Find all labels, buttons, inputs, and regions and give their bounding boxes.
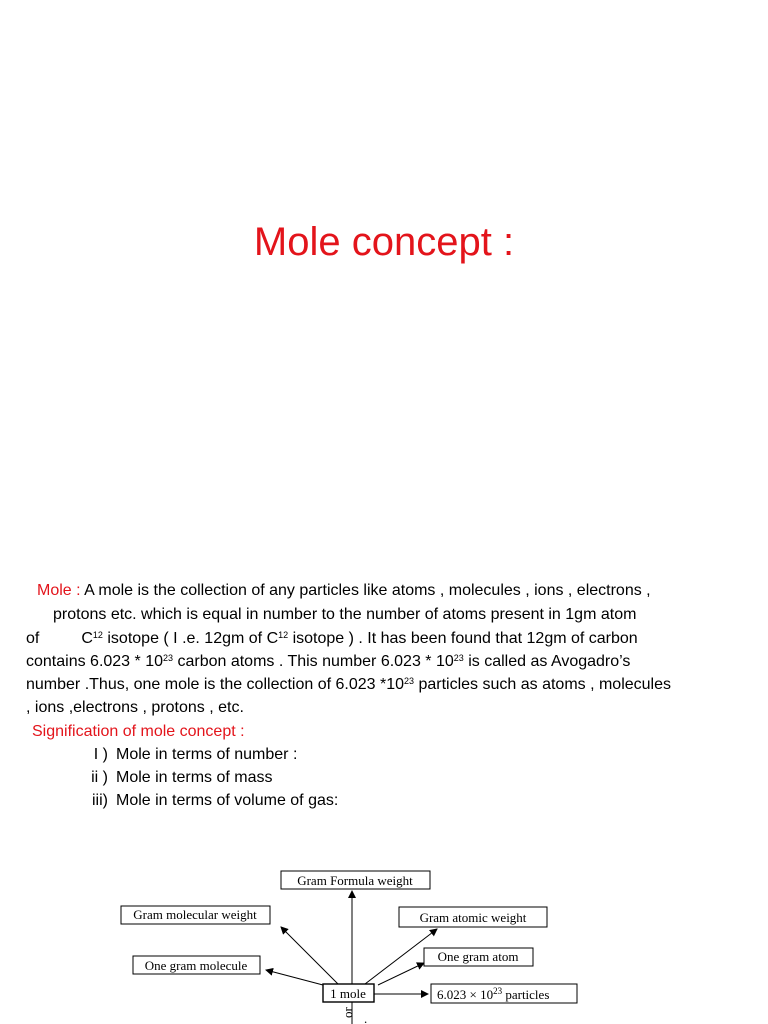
definition-text-5b: particles such as atoms , molecules [414, 676, 672, 693]
definition-line-6: , ions ,electrons , protons , etc. [26, 699, 244, 716]
point-2-text: Mole in terms of mass [116, 769, 273, 786]
mole-diagram [0, 860, 768, 1024]
label-particles: $6.023 \times 10^{23}$ particles [437, 986, 550, 1002]
arrow-to-gram-molecular-weight [281, 927, 338, 984]
exponent-superscript-3: 23 [404, 676, 415, 686]
exponent-superscript: 23 [163, 653, 174, 663]
box-gram-formula-weight [281, 871, 430, 889]
slide-title: Mole concept : [253, 220, 515, 264]
point-3-text: Mole in terms of volume of gas: [116, 792, 339, 809]
exponent-superscript-2: 23 [453, 653, 464, 663]
label-one-gram-atom: One gram atom [437, 949, 519, 964]
definition-line-2: protons etc. which is equal in number to the number of atoms present in 1gm atom [53, 606, 637, 623]
cut-off-label-right: . [364, 1011, 368, 1024]
definition-line-3 [26, 627, 638, 650]
box-particles [431, 984, 577, 1003]
arrow-to-one-gram-molecule [266, 970, 323, 985]
cut-off-label-left: or [340, 1007, 355, 1018]
definition-text-4c: is called as Avogadro’s [463, 653, 631, 670]
definition-line-4 [26, 650, 630, 673]
label-gram-formula-weight: Gram Formula weight [297, 873, 413, 888]
arrow-to-one-gram-atom [378, 963, 424, 985]
box-gram-atomic-weight [399, 907, 547, 927]
definition-text-4a: contains 6.023 * 10 [26, 653, 163, 670]
definition-text-3a: isotope ( I .e. 12gm of C [102, 630, 279, 647]
definition-text-1: A mole is the collection of any particles like atoms , molecules , ions , electrons , [84, 582, 651, 599]
point-1-number: I ) [93, 746, 108, 763]
label-one-mole: 1 mole [330, 986, 366, 1001]
point-2 [78, 766, 272, 789]
label-one-gram-molecule: One gram molecule [144, 958, 248, 973]
box-one-gram-molecule [133, 956, 260, 974]
box-gram-molecular-weight [121, 906, 270, 924]
definition-text-4b: carbon atoms . This number 6.023 * 10 [173, 653, 454, 670]
signification-heading: Signification of mole concept : [32, 723, 245, 740]
definition-text-5a: number .Thus, one mole is the collection of 6.023 *10 [26, 676, 404, 693]
isotope-superscript-2: 12 [278, 630, 289, 640]
label-gram-atomic-weight: Gram atomic weight [419, 910, 527, 925]
carbon-symbol: C [81, 630, 93, 647]
isotope-superscript: 12 [92, 630, 103, 640]
point-2-number: ii ) [91, 769, 108, 786]
point-1-text: Mole in terms of number : [116, 746, 298, 763]
definition-line-5 [26, 673, 671, 696]
definition-text-3b: isotope ) . It has been found that 12gm of carbon [288, 630, 638, 647]
point-3 [78, 789, 338, 812]
label-gram-molecular-weight: Gram molecular weight [133, 907, 257, 922]
point-3-number: iii) [92, 792, 108, 809]
definition-line-1 [37, 579, 651, 602]
point-1 [78, 743, 297, 766]
mole-term: Mole [37, 582, 72, 599]
mole-term-separator: : [71, 582, 85, 599]
of-word: of [26, 630, 40, 647]
box-one-mole [323, 984, 374, 1002]
box-one-gram-atom [424, 948, 533, 966]
